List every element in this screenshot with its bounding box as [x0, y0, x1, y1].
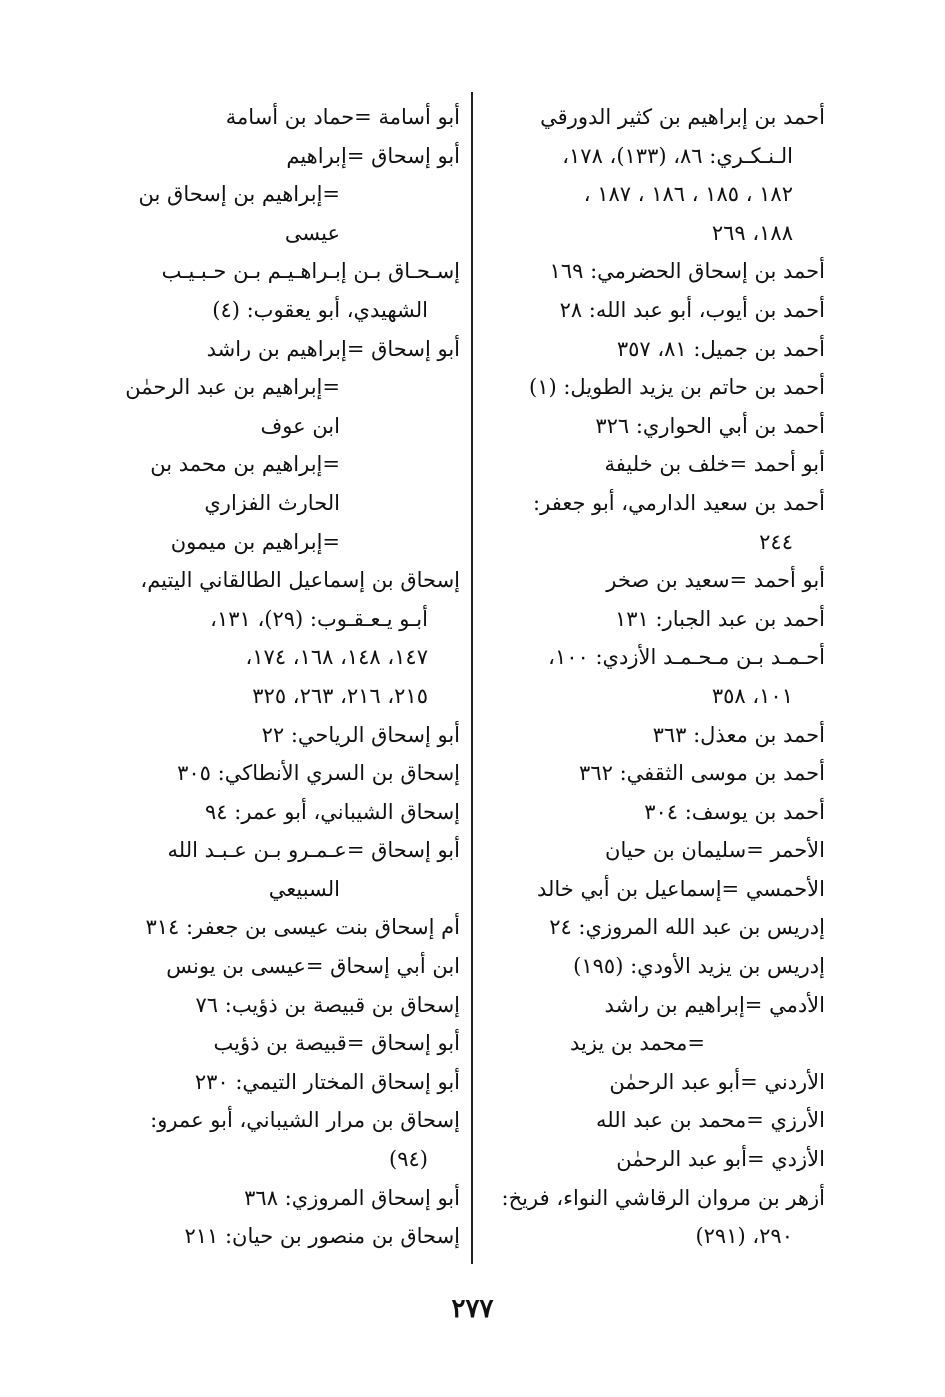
index-entry-line: أحمد بن جميل: ٨١، ٣٥٧ — [616, 336, 825, 361]
index-entry-line: أم إسحاق بنت عيسى بن جعفر: ٣١٤ — [145, 915, 460, 940]
index-column-right — [480, 98, 825, 1256]
index-entry-line: =إبراهيم بن إسحاق بن — [138, 182, 340, 207]
index-column-left — [110, 98, 460, 1256]
index-entry-line: (٩٤) — [389, 1147, 428, 1172]
index-entry-line: أبو إسحاق =إبراهيم — [286, 143, 460, 168]
index-entry-line: أبو إسحاق المختار التيمي: ٢٣٠ — [194, 1069, 460, 1094]
index-entry-line: أبو إسحاق الرياحي: ٢٢ — [261, 722, 460, 747]
column-divider — [471, 92, 473, 1264]
index-entry-line: أحمد بن عبد الجبار: ١٣١ — [615, 606, 825, 631]
index-entry-line: أبو إسحاق =إبراهيم بن راشد — [206, 336, 460, 361]
index-entry-line: إسحاق الشيباني، أبو عمر: ٩٤ — [205, 799, 460, 824]
index-entry-line: إدريس بن يزيد الأودي: (١٩٥) — [573, 954, 825, 979]
index-entry-line: ابن أبي إسحاق =عيسى بن يونس — [166, 954, 460, 979]
index-entry-line: إسـحـاق بـن إبـراهـيـم بـن حـبـيـب — [161, 259, 460, 284]
index-entry-line: الأحمسي =إسماعيل بن أبي خالد — [536, 876, 825, 901]
index-entry-line: =إبراهيم بن ميمون — [170, 529, 340, 554]
index-entry-line: أبو أحمد =خلف بن خليفة — [604, 452, 825, 477]
index-entry-line: أزهر بن مروان الرقاشي النواء، فريخ: — [501, 1185, 825, 1210]
index-entry-line: أبو أسامة =حماد بن أسامة — [225, 105, 460, 129]
index-entry-line: الأحمر =سليمان بن حيان — [605, 838, 825, 863]
index-entry-line: إدريس بن عبد الله المروزي: ٢٤ — [549, 915, 825, 940]
index-entry-line: ١٤٧، ١٤٨، ١٦٨، ١٧٤، — [245, 645, 428, 670]
page-number: ٢٧٧ — [451, 1294, 494, 1324]
index-entry-line: السبيعي — [268, 876, 340, 901]
index-entry-line: إسحاق بن إسماعيل الطالقاني اليتيم، — [140, 568, 460, 593]
index-entry-line: إسحاق بن قبيصة بن ذؤيب: ٧٦ — [195, 992, 460, 1017]
index-entry-line: أبو أحمد =سعيد بن صخر — [606, 568, 825, 593]
index-entry-line: أحمد بن إبراهيم بن كثير الدورقي — [540, 105, 825, 129]
index-entry-line: أحمد بن أبي الحواري: ٣٢٦ — [595, 413, 825, 438]
index-entry-line: =إبراهيم بن عبد الرحمٰن — [125, 375, 340, 400]
index-entry-line: الأرزي =محمد بن عبد الله — [596, 1108, 825, 1133]
index-entry-line: عيسى — [284, 220, 340, 245]
index-entry-line: أحمد بن يوسف: ٣٠٤ — [644, 799, 825, 824]
index-entry-line: ١٠١، ٣٥٨ — [711, 683, 793, 708]
index-entry-line: ٢٤٤ — [759, 529, 793, 554]
index-entry-line: ١٨٨، ٢٦٩ — [711, 220, 793, 245]
index-entry-line: ٢٩٠، (٢٩١) — [695, 1224, 793, 1249]
index-entry-line: ابن عوف — [260, 413, 340, 438]
index-entry-line: أحمد بن أيوب، أبو عبد الله: ٢٨ — [559, 297, 825, 322]
index-entry-line: الأدمي =إبراهيم بن راشد — [604, 992, 825, 1017]
index-entry-line: الأزدي =أبو عبد الرحمٰن — [616, 1147, 825, 1172]
index-entry-line: إسحاق بن منصور بن حيان: ٢١١ — [184, 1224, 460, 1249]
index-entry-line: ٢١٥، ٢١٦، ٢٦٣، ٣٢٥ — [252, 683, 428, 708]
index-entry-line: أبو إسحاق =عـمـرو بـن عـبـد الله — [167, 838, 460, 863]
index-entry-line: ١٨٢ ، ١٨٥ ، ١٨٦ ، ١٨٧ ، — [583, 182, 793, 207]
index-entry-line: الشهيدي، أبو يعقوب: (٤) — [212, 297, 428, 322]
index-entry-line: الأردني =أبو عبد الرحمٰن — [609, 1069, 825, 1094]
index-entry-line: إسحاق بن السري الأنطاكي: ٣٠٥ — [177, 761, 460, 786]
index-entry-line: أحـمـد بـن مـحـمـد الأزدي: ١٠٠، — [548, 645, 825, 670]
index-entry-line: إسحاق بن مرار الشيباني، أبو عمرو: — [150, 1108, 460, 1133]
index-entry-line: أحمد بن معذل: ٣٦٣ — [652, 722, 825, 747]
index-entry-line: أحمد بن سعيد الدارمي، أبو جعفر: — [533, 490, 825, 515]
index-entry-line: أحمد بن موسى الثقفي: ٣٦٢ — [579, 761, 825, 786]
index-entry-line: الـنـكـري: ٨٦، (١٣٣)، ١٧٨، — [562, 143, 793, 168]
index-entry-line: أبو إسحاق المروزي: ٣٦٨ — [244, 1185, 460, 1210]
index-entry-line: أحمد بن حاتم بن يزيد الطويل: (١) — [528, 375, 825, 400]
index-entry-line: أبـو يـعـقـوب: (٢٩)، ١٣١، — [210, 606, 428, 631]
index-entry-line: أبو إسحاق =قبيصة بن ذؤيب — [213, 1031, 460, 1056]
index-entry-line: الحارث الفزاري — [204, 490, 340, 515]
index-entry-line: =إبراهيم بن محمد بن — [150, 452, 340, 477]
index-entry-line: أحمد بن إسحاق الحضرمي: ١٦٩ — [549, 259, 825, 284]
index-entry-line: =محمد بن يزيد — [569, 1031, 705, 1056]
